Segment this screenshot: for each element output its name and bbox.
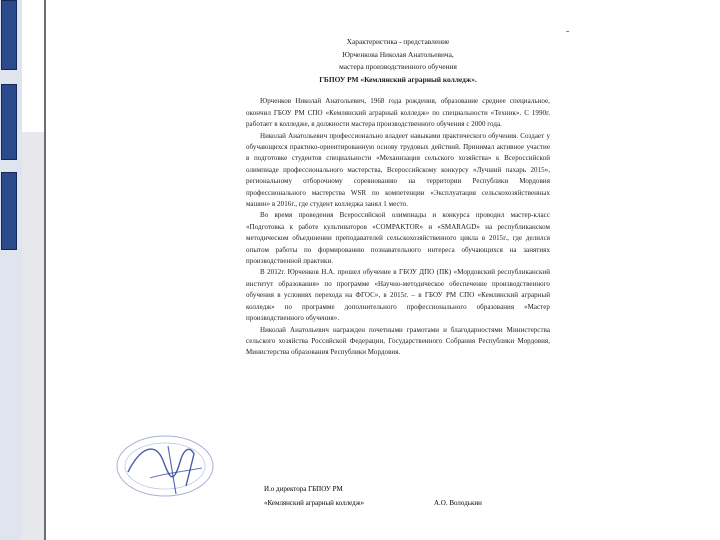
corner-mark: - [566,26,570,37]
document-signature-block [264,482,554,510]
scanned-document [246,36,550,540]
paragraph: В 2012г. Юрченков Н.А. прошел обучение в ГБОУ ДПО (ПК) «Мордовский республиканский институт образования» по программе «Научно-методическое обеспечение производственного обучения в условиях перехода на ФГОС», в 2015г. – в ГБОУ РМ СПО «Кемлянский аграрный колледж» по программе дополнительного профессионального образования «Мастер производственного обучения». [246,268,550,323]
stamp-signature [110,428,220,500]
signature-title-line1: И.о директора ГБПОУ РМ [264,485,343,493]
paragraph: Николай Анатольевич награжден почетными грамотами и благодарностями Министерства сельского хозяйства Российской Федерации, Государственного Собрания Республики Мордовия, Министерства образования Республики Мордовия. [246,325,550,357]
document-body [246,96,550,358]
slide-grey-band [22,132,44,540]
slide-divider-line [44,0,46,540]
slide-left-strip [0,0,22,540]
paragraph: Во время проведения Всероссийской олимпиады и конкурса проводил мастер-класс «Подготовка к работе культиваторов «COMPAKTOR» и «SMARAGD» на республиканском методическом объединении преподавателей сельскохозяйственного цикла в 2015г., где делился опытом работы по формированию познавательного интереса обучающихся на занятиях производственной практики. [246,211,550,266]
slide-tab-1 [1,0,17,70]
slide-tab-3 [1,172,17,250]
paragraph: Юрченков Николай Анатольевич, 1968 года рождения, образование среднее специальное, окончил ГБОУ РМ СПО «Кемлянский аграрный колледж» по специальности «Техник». С 1990г. работает в колледже, в должности мастера производственного обучения с 2000 года. [246,97,550,129]
heading-line: ГБПОУ РМ «Кемлянский аграрный колледж». [319,74,477,84]
heading-line: Характеристика - представление [346,37,450,46]
signature-title-line2: «Кемлянский аграрный колледж» [264,499,365,507]
slide-tab-2 [1,84,17,160]
signatory-name: А.О. Володькин [434,499,482,507]
document-heading [246,36,550,86]
paragraph: Николай Анатольевич профессионально владеет навыками практического обучения. Создает у обучающихся практико-ориентированную основу трудовых действий. Принимал активное участие в подготовке студентов специальности «Механизация сельского хозяйства» к Всероссийской олимпиаде профессионального мастерства, Всероссийскому конкурсу «Лучший пахарь 2015», региональному отборочному соревнованию на территории Республики Мордовия профессионального мастерства WSR по компетенции «Эксплуатация сельскохозяйственных машин» в 2016г., где студент колледжа занял 1 место. [246,131,550,209]
heading-line: мастера производственного обучения [339,62,457,72]
heading-line: Юрченкова Николая Анатольевича, [342,49,454,59]
